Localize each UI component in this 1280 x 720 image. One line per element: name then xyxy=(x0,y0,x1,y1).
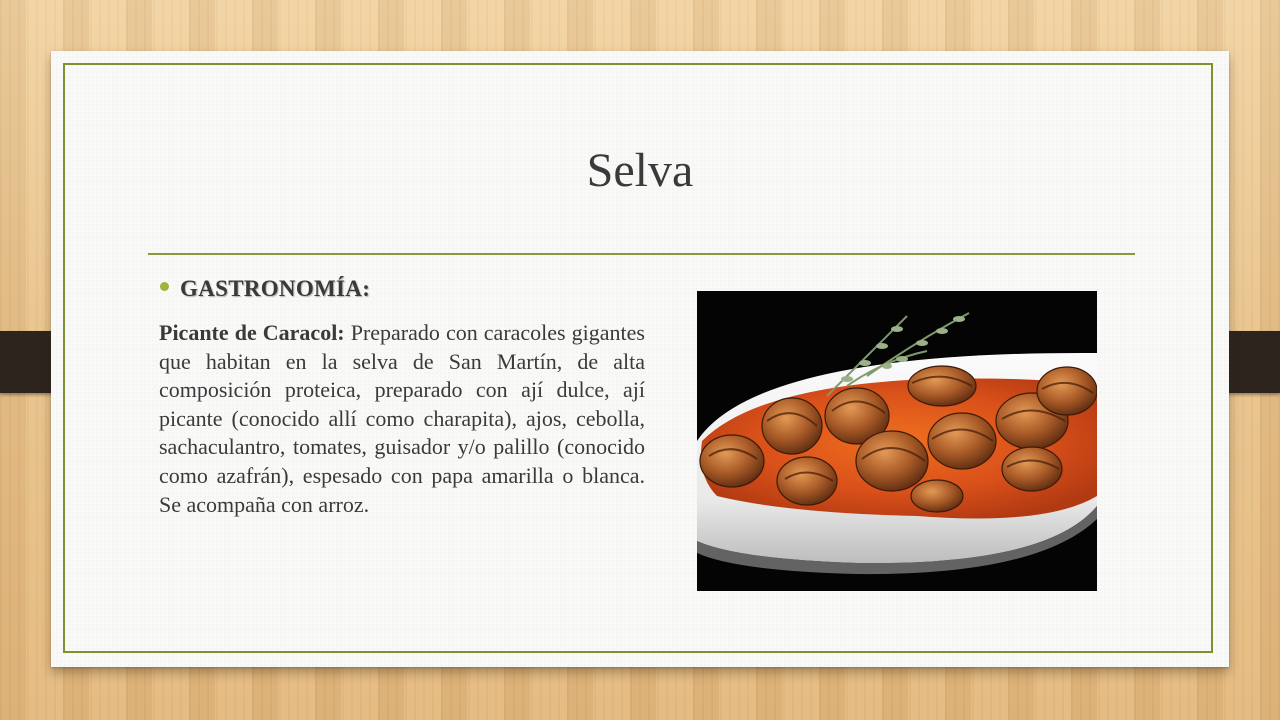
slide-title: Selva xyxy=(586,144,694,197)
bullet-heading: GASTRONOMÍA: xyxy=(180,276,371,301)
paragraph-body: Preparado con caracoles gigantes que habitan en la selva de San Martín, de alta composición proteica, preparado con ají dulce, ají picante (conocido allí como charapita), ajos, cebolla, sachaculantro, tomates, guisador y/o palillo (conocido como azafrán), espesado con papa amarilla o blanca. Se acompaña con arroz. xyxy=(159,320,645,517)
title-divider xyxy=(148,253,1135,255)
snail-dish-image xyxy=(697,291,1097,591)
slide-card xyxy=(51,51,1229,667)
dish-photo xyxy=(697,291,1097,591)
bullet-item xyxy=(160,275,370,303)
description-paragraph xyxy=(159,319,645,519)
bullet-dot-icon xyxy=(160,282,169,291)
paragraph-lead: Picante de Caracol: xyxy=(159,320,345,345)
